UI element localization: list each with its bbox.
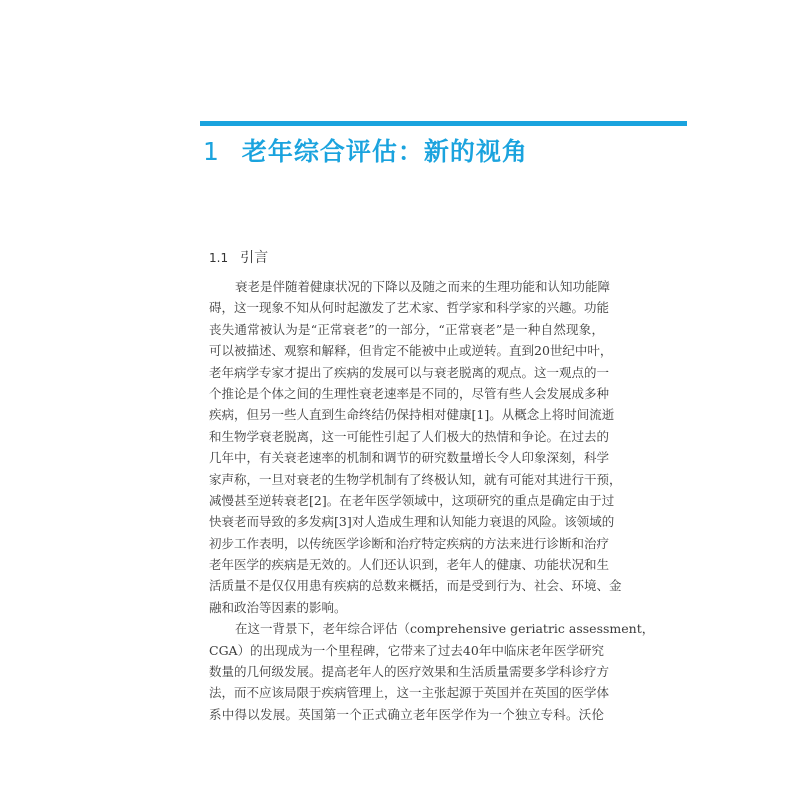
chapter-heading <box>203 132 528 168</box>
paragraph-line: 衰老是伴随着健康状况的下降以及随之而来的生理功能和认知功能障 <box>235 279 611 294</box>
paragraph-line: 初步工作表明，以传统医学诊断和治疗特定疾病的方法来进行诊断和治疗 <box>209 535 610 551</box>
chapter-number: 1 <box>203 137 220 166</box>
chapter-title: 老年综合评估：新的视角 <box>241 137 528 166</box>
paragraph-line: 丧失通常被认为是“正常衰老”的一部分，“正常衰老”是一种自然现象， <box>209 321 604 337</box>
section-heading <box>209 247 268 267</box>
paragraph-line: 和生物学衰老脱离，这一可能性引起了人们极大的热情和争论。在过去的 <box>209 428 610 444</box>
paragraph-line: 老年医学的疾病是无效的。人们还认识到，老年人的健康、功能状况和生 <box>209 557 610 573</box>
paragraph-line: 数量的几何级发展。提高老年人的医疗效果和生活质量需要多学科诊疗方 <box>209 664 610 680</box>
paragraph-line: 疾病，但另一些人直到生命终结仍保持相对健康[1]。从概念上将时间流逝 <box>209 407 615 423</box>
paragraph-line: 个推论是个体之间的生理性衰老速率是不同的，尽管有些人会发展成多种 <box>209 385 610 401</box>
paragraph-line: 融和政治等因素的影响。 <box>209 599 347 615</box>
paragraph-line: 碍，这一现象不知从何时起激发了艺术家、哲学家和科学家的兴趣。功能 <box>209 300 610 316</box>
paragraph-line: 在这一背景下，老年综合评估（comprehensive geriatric assessment， <box>235 621 655 637</box>
chapter-rule <box>200 121 687 126</box>
paragraph-line: 家声称，一旦对衰老的生物学机制有了终极认知，就有可能对其进行干预， <box>209 471 622 487</box>
paragraph-line: 活质量不是仅仅用患有疾病的总数来概括，而是受到行为、社会、环境、金 <box>209 578 622 594</box>
paragraph-line: 几年中，有关衰老速率的机制和调节的研究数量增长令人印象深刻，科学 <box>209 450 610 466</box>
body-text <box>209 276 655 725</box>
section-title: 引言 <box>240 250 269 266</box>
paragraph-line: 法，而不应该局限于疾病管理上，这一主张起源于英国并在英国的医学体 <box>209 685 610 701</box>
paragraph-line: 老年病学专家才提出了疾病的发展可以与衰老脱离的观点。这一观点的一 <box>209 364 610 380</box>
paragraph-line: 系中得以发展。英国第一个正式确立老年医学作为一个独立专科。沃伦 <box>209 706 604 722</box>
section-number: 1.1 <box>209 251 229 265</box>
paragraph-line: 减慢甚至逆转衰老[2]。在老年医学领域中，这项研究的重点是确定由于过 <box>209 492 615 508</box>
paragraph-line: 快衰老而导致的多发病[3]对人造成生理和认知能力衰退的风险。该领域的 <box>209 514 615 530</box>
paragraph-line: CGA）的出现成为一个里程碑，它带来了过去40年中临床老年医学研究 <box>209 642 604 658</box>
paragraph-line: 可以被描述、观察和解释，但肯定不能被中止或逆转。直到20世纪中叶， <box>209 343 613 359</box>
